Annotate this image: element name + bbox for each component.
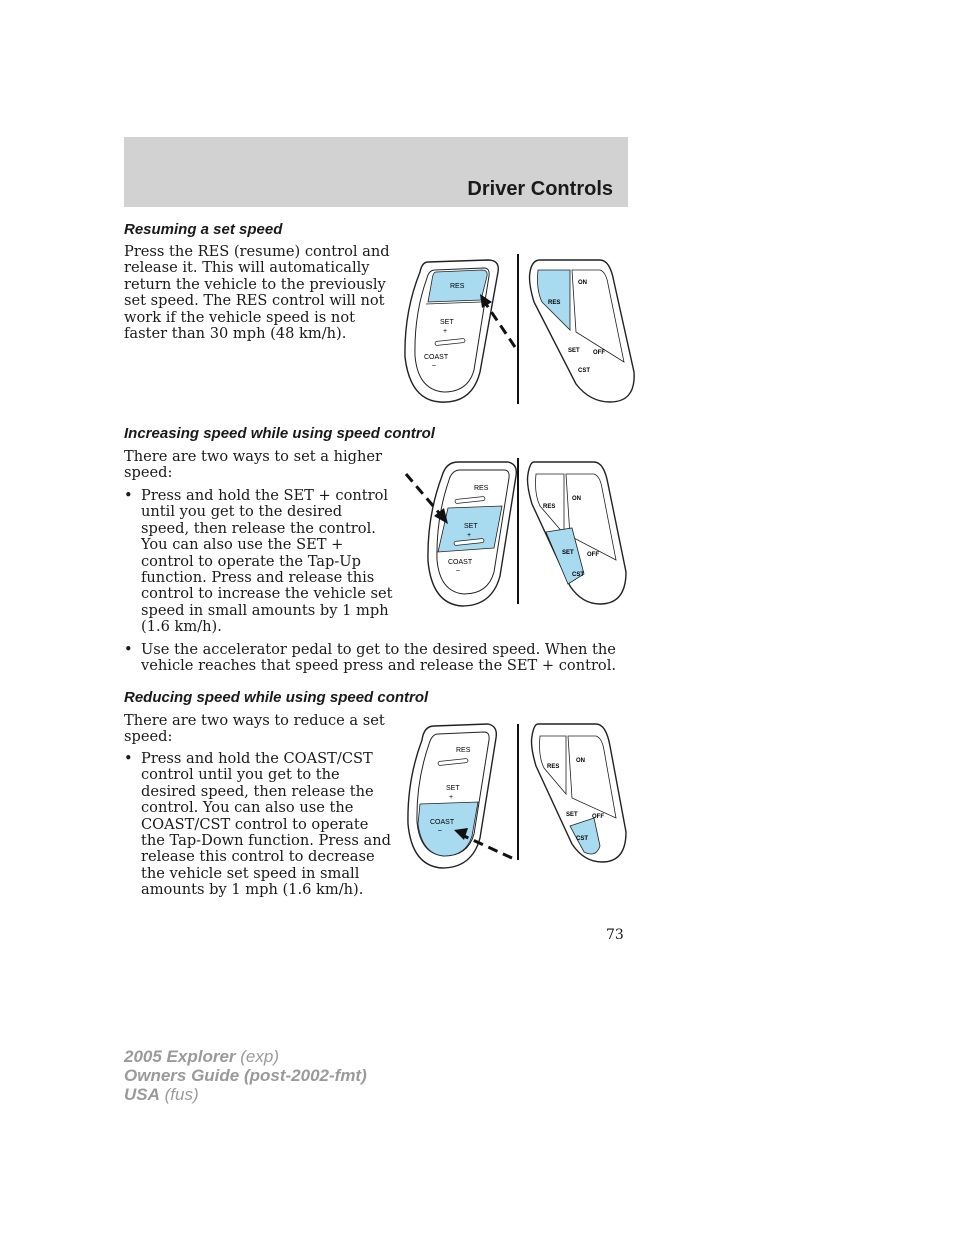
minus-label: – xyxy=(438,827,442,834)
coast-label: COAST xyxy=(424,354,449,361)
res-label: RES xyxy=(474,485,489,492)
footer-model: 2005 Explorer xyxy=(124,1047,236,1066)
bullet-symbol: • xyxy=(124,641,133,658)
increasing-speed-bullet-1: Press and hold the SET + control until you get to the desired speed, then release the control. You can also use the SET + control to operate the Tap-Up function. Press and release this control to increase the vehicle set speed in small amounts by 1 mph (1.6 km/h). xyxy=(141,487,393,636)
res-label-right: RES xyxy=(548,300,561,306)
bullet-symbol: • xyxy=(124,487,133,504)
increasing-speed-bullet-2: Use the accelerator pedal to get to the desired speed. When the vehicle reaches that speed press and release the SET + control. xyxy=(141,641,617,675)
reducing-speed-paragraph: There are two ways to reduce a set speed: xyxy=(124,712,385,746)
res-label-right: RES xyxy=(543,504,556,510)
set-label-right: SET xyxy=(566,812,578,818)
heading-increasing-speed: Increasing speed while using speed control xyxy=(124,425,435,442)
heading-resuming-speed: Resuming a set speed xyxy=(124,221,283,238)
on-label: ON xyxy=(572,496,581,502)
res-label: RES xyxy=(456,747,471,754)
off-label: OFF xyxy=(593,350,605,356)
res-label-right: RES xyxy=(547,764,560,770)
heading-reducing-speed: Reducing speed while using speed control xyxy=(124,689,429,706)
illustration-res-control xyxy=(400,252,640,407)
plus-label: + xyxy=(467,532,472,539)
footer-market: USA xyxy=(124,1085,160,1104)
plus-label: + xyxy=(443,328,448,335)
set-label: SET xyxy=(446,785,460,792)
cst-label: CST xyxy=(576,836,588,842)
reducing-speed-bullet-1: Press and hold the COAST/CST control until you get to the desired speed, then release the control. You can also use the COAST/CST control to operate the Tap-Down function. Press and release this control to decrease the vehicle set speed in small amounts by 1 mph (1.6 km/h). xyxy=(141,750,391,899)
footer-guide: Owners Guide (post-2002-fmt) xyxy=(124,1066,367,1085)
illustration-set-control xyxy=(400,456,640,611)
set-label-right: SET xyxy=(568,348,580,354)
res-label: RES xyxy=(450,283,465,290)
off-label: OFF xyxy=(592,814,604,820)
set-label-right: SET xyxy=(562,550,574,556)
set-label: SET xyxy=(440,319,454,326)
increasing-speed-paragraph: There are two ways to set a higher speed: xyxy=(124,448,382,482)
off-label: OFF xyxy=(587,552,599,558)
section-title: Driver Controls xyxy=(467,178,613,200)
footer-market-code: (fus) xyxy=(164,1085,199,1104)
minus-label: – xyxy=(432,362,436,369)
cst-label: CST xyxy=(578,368,590,374)
set-label: SET xyxy=(464,523,478,530)
page-number: 73 xyxy=(606,927,624,943)
minus-label: – xyxy=(456,567,460,574)
plus-label: + xyxy=(449,794,454,801)
header-bar xyxy=(124,137,628,207)
cst-label: CST xyxy=(572,572,584,578)
illustration-coast-control xyxy=(400,720,640,870)
on-label: ON xyxy=(578,280,587,286)
coast-label: COAST xyxy=(448,559,473,566)
on-label: ON xyxy=(576,758,585,764)
resuming-speed-paragraph: Press the RES (resume) control and release it. This will automatically return the vehicle to the previously set speed. The RES control will not work if the vehicle speed is not faster than 30 mph (48 km/h). xyxy=(124,243,390,343)
coast-label: COAST xyxy=(430,819,455,826)
footer-model-code: (exp) xyxy=(240,1047,279,1066)
document-footer xyxy=(124,1047,367,1104)
bullet-symbol: • xyxy=(124,750,133,767)
